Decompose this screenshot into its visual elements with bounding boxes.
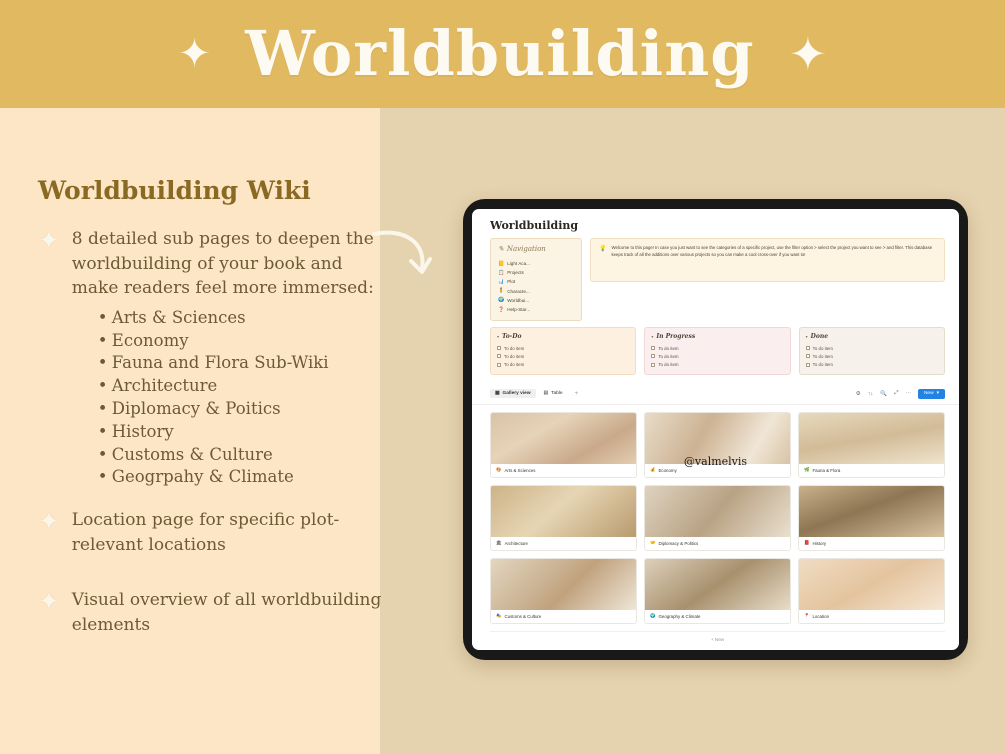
board-column-header [806,333,938,340]
board-column-in-progress [644,327,790,375]
card-title: Geography & Climate [658,613,701,619]
card-title: Location [812,613,830,619]
money-icon: 💰 [650,467,656,473]
info-callout [590,238,945,282]
card-title: Fauna & Flora [812,467,841,473]
list-item: • Economy [98,330,392,353]
task-label: To do item [504,353,525,359]
sparkle-left-icon: ✦ [177,32,212,76]
list-item[interactable] [497,352,629,360]
task-label: To do item [812,353,833,359]
card-label [491,537,636,550]
callout-text: Welcome to this page! In case you just want to see the categories of a specific project, use the filter option > select the project you want to see > and filter. This database keeps track of all the additions over various projects so you can make a cool cross-over if you want to! [611,245,933,257]
diamond-icon: ✦ [38,506,60,536]
checkbox[interactable] [497,346,501,350]
grid-icon: ▦ [495,391,500,397]
masks-icon: 🎭 [496,613,502,619]
tab-label: Gallery view [502,391,531,397]
list-item: • Geogrpahy & Climate [98,466,392,489]
card-label [491,464,636,477]
person-icon: 🧍 [498,288,505,295]
diamond-icon: ✦ [38,586,60,616]
board-column-todo [490,327,636,375]
card-thumbnail [645,413,790,464]
task-label: To do item [658,362,679,368]
expand-icon[interactable]: ⤢ [894,390,899,397]
sidebar-item-projects[interactable] [498,268,574,277]
navigation-heading-label: Navigation [506,245,546,253]
curved-arrow-icon [370,228,434,284]
leaf-icon: 🌿 [804,467,810,473]
sidebar-item-label: Help-Star... [507,307,531,313]
sidebar-item-help-start[interactable] [498,305,574,314]
feature-point-3-text: Visual overview of all worldbuilding elements [71,590,382,635]
feature-point-2 [38,508,398,557]
sidebar-item-light-academia[interactable] [498,259,574,268]
list-item[interactable] [497,361,629,369]
gallery-card-architecture[interactable] [490,485,637,551]
gallery-grid [472,405,959,624]
new-button[interactable] [918,389,945,399]
notebook-icon: 📒 [498,260,505,267]
card-thumbnail [645,559,790,610]
chevron-down-icon: ▾ [936,391,939,397]
gallery-card-economy[interactable] [644,412,791,478]
sidebar-item-label: Worldbui... [507,297,530,303]
list-item[interactable] [806,352,938,360]
list-item[interactable] [651,344,783,352]
app-screen [472,209,959,650]
gallery-card-fauna-flora[interactable] [798,412,945,478]
list-item[interactable] [651,361,783,369]
card-thumbnail [799,486,944,537]
sidebar-item-label: Characte... [507,288,530,294]
card-label [799,610,944,623]
card-title: Arts & Sciences [504,467,536,473]
sidebar-item-label: Light Aca... [507,261,530,267]
palette-icon: 🎨 [496,467,502,473]
tablet-device-frame [463,199,968,660]
board-column-header [497,333,629,340]
task-label: To do item [504,345,525,351]
caret-down-icon[interactable]: ▾ [651,334,654,340]
card-title: Diplomacy & Politics [658,540,699,546]
watermark: @valmelvis [683,455,748,468]
card-title: Economy [658,467,677,473]
pencil-icon: ✎ [498,245,504,253]
caret-down-icon[interactable]: ▾ [497,334,500,340]
feature-point-1-text: 8 detailed sub pages to deepen the worldbuilding of your book and make readers feel more immersed: [71,229,374,299]
filter-icon[interactable]: ⚙ [855,390,861,397]
card-thumbnail [491,413,636,464]
card-thumbnail [799,559,944,610]
checkbox[interactable] [806,363,810,367]
card-label [645,610,790,623]
board-column-header [651,333,783,340]
caret-down-icon[interactable]: ▾ [805,334,808,340]
sidebar-item-label: Projects [507,270,524,276]
globe-icon: 🌍 [498,297,505,304]
task-board [472,321,959,375]
gallery-card-location[interactable] [798,558,945,624]
list-item[interactable] [806,361,938,369]
gallery-card-arts-sciences[interactable] [490,412,637,478]
gallery-card-customs-culture[interactable] [490,558,637,624]
sparkle-right-icon: ✦ [788,28,828,80]
checkbox[interactable] [497,354,501,358]
task-label: To do item [812,345,833,351]
card-thumbnail [491,559,636,610]
card-title: Architecture [504,540,529,546]
database-view-toolbar [472,381,959,405]
feature-point-3 [38,588,398,637]
checkbox[interactable] [651,346,655,350]
tab-label: Table [551,391,563,397]
book-icon: 📕 [804,540,810,546]
add-new-card-row[interactable]: + New [490,631,945,642]
feature-point-2-text: Location page for specific plot-relevant locations [71,510,340,555]
question-icon: ❓ [498,306,505,313]
checkbox[interactable] [806,354,810,358]
globe-icon: 🌍 [650,613,656,619]
page-header [0,0,1005,108]
gallery-card-history[interactable] [798,485,945,551]
board-column-title: To-Do [502,333,522,341]
sidebar-item-characters[interactable] [498,287,574,296]
gallery-card-diplomacy-politics[interactable] [644,485,791,551]
section-heading: Worldbuilding Wiki [38,176,311,205]
list-item[interactable] [497,344,629,352]
building-icon: 🏛 [496,540,502,546]
card-label [491,610,636,623]
board-column-title: Done [810,333,829,341]
task-label: To do item [812,362,833,368]
card-thumbnail [491,486,636,537]
more-options-icon[interactable]: ⋯ [905,390,911,397]
page-title: Worldbuilding [245,17,755,90]
card-title: Customs & Culture [504,613,542,619]
card-thumbnail [799,413,944,464]
card-title: History [812,540,827,546]
sidebar-item-worldbuilding[interactable] [498,296,574,305]
checkbox[interactable] [651,363,655,367]
sidebar-item-label: Plot [507,279,516,285]
list-item: • History [98,421,392,444]
task-label: To do item [658,353,679,359]
list-item[interactable] [651,352,783,360]
navigation-heading [498,245,574,253]
list-item: • Customs & Culture [98,444,392,467]
card-label [799,464,944,477]
list-item: • Diplomacy & Poitics [98,398,392,421]
list-item[interactable] [806,344,938,352]
task-label: To do item [658,345,679,351]
board-column-title: In Progress [656,333,696,341]
tab-gallery-view[interactable] [490,389,536,398]
feature-description [38,176,398,489]
card-label [645,537,790,550]
pin-icon: 📍 [804,613,810,619]
list-item: • Fauna and Flora Sub-Wiki [98,352,392,375]
list-item: • Architecture [98,375,392,398]
top-section [472,238,959,321]
card-label [645,464,790,477]
lightbulb-icon: 💡 [599,246,607,252]
add-view-button[interactable]: + [574,390,579,397]
board-column-done [799,327,945,375]
sub-page-list [98,307,392,489]
list-item: • Arts & Sciences [98,307,392,330]
diamond-icon: ✦ [38,225,60,255]
toolbar-actions [856,389,945,399]
checkbox[interactable] [651,354,655,358]
sort-icon[interactable]: ↑↓ [867,390,874,397]
task-label: To do item [504,362,525,368]
sidebar-item-plot[interactable] [498,277,574,286]
card-label [799,537,944,550]
tab-table-view[interactable] [539,389,568,398]
clipboard-icon: 📋 [498,269,505,276]
search-icon[interactable]: 🔍 [880,390,888,397]
navigation-card [490,238,582,321]
checkbox[interactable] [497,363,501,367]
feature-point-1 [38,227,398,489]
table-icon: ▤ [543,391,549,397]
gallery-card-geography-climate[interactable] [644,558,791,624]
checkbox[interactable] [806,346,810,350]
card-thumbnail [645,486,790,537]
new-button-label: New [923,391,934,397]
handshake-icon: 🤝 [650,540,656,546]
chart-icon: 📊 [498,278,505,285]
workspace-page-title: Worldbuilding [490,219,579,232]
